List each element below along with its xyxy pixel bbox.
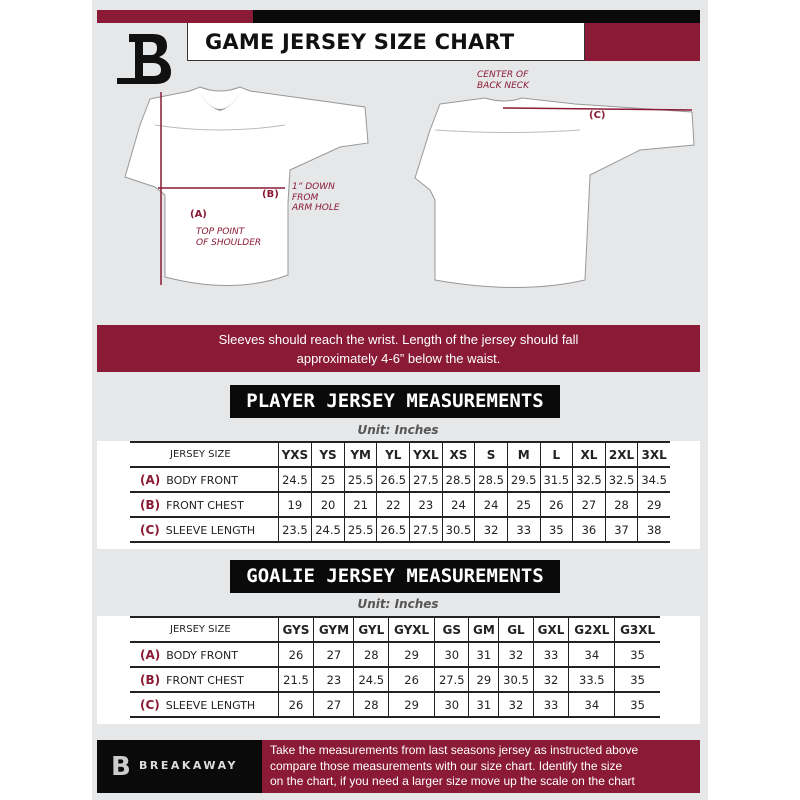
label-c: (C) bbox=[589, 110, 606, 121]
size-header: 2XL bbox=[605, 442, 638, 467]
page-title: GAME JERSEY SIZE CHART bbox=[205, 30, 515, 54]
table-cell: 32.5 bbox=[605, 467, 638, 492]
table-header-row bbox=[130, 442, 670, 467]
top-black-bar bbox=[253, 10, 700, 23]
footer-logo: B bbox=[111, 752, 131, 782]
player-size-table bbox=[130, 441, 670, 543]
top-accent-bar bbox=[97, 10, 253, 23]
table-cell: 23 bbox=[410, 492, 443, 517]
breakaway-logo bbox=[115, 30, 175, 86]
size-header: 3XL bbox=[638, 442, 670, 467]
front-jersey-illustration bbox=[120, 85, 400, 300]
label-b: (B) bbox=[262, 189, 279, 200]
table-row bbox=[130, 492, 670, 517]
table-cell: 27 bbox=[314, 642, 354, 667]
table-cell: 32 bbox=[499, 642, 533, 667]
table-row bbox=[130, 667, 660, 692]
label-c-description: CENTER OF BACK NECK bbox=[477, 70, 529, 91]
table-cell: 21.5 bbox=[278, 667, 314, 692]
table-cell: 21 bbox=[344, 492, 377, 517]
back-jersey-illustration bbox=[410, 90, 700, 300]
table-cell: 37 bbox=[605, 517, 638, 542]
table-cell: 25 bbox=[312, 467, 345, 492]
size-header: L bbox=[540, 442, 573, 467]
player-heading: PLAYER JERSEY MEASUREMENTS bbox=[230, 385, 560, 418]
table-cell: 25.5 bbox=[344, 517, 377, 542]
row-label: (C) SLEEVE LENGTH bbox=[130, 517, 278, 542]
table-cell: 33 bbox=[533, 692, 569, 717]
table-header-row bbox=[130, 617, 660, 642]
goalie-heading: GOALIE JERSEY MEASUREMENTS bbox=[230, 560, 560, 593]
table-cell: 28 bbox=[354, 642, 389, 667]
table-cell: 30.5 bbox=[499, 667, 533, 692]
size-header: GYXL bbox=[389, 617, 435, 642]
table-cell: 28.5 bbox=[442, 467, 475, 492]
table-cell: 33 bbox=[507, 517, 540, 542]
table-cell: 26.5 bbox=[377, 517, 410, 542]
table-row bbox=[130, 642, 660, 667]
size-label: JERSEY SIZE bbox=[130, 442, 278, 467]
row-label: (C) SLEEVE LENGTH bbox=[130, 692, 278, 717]
goalie-size-table bbox=[130, 616, 660, 718]
goalie-unit: Unit: Inches bbox=[357, 597, 439, 611]
size-header: YXL bbox=[410, 442, 443, 467]
table-cell: 27 bbox=[314, 692, 354, 717]
size-header: S bbox=[475, 442, 508, 467]
table-cell: 19 bbox=[278, 492, 312, 517]
size-header: XL bbox=[573, 442, 606, 467]
player-unit: Unit: Inches bbox=[357, 423, 439, 437]
table-cell: 26 bbox=[389, 667, 435, 692]
row-label: (A) BODY FRONT bbox=[130, 467, 278, 492]
size-header: GYL bbox=[354, 617, 389, 642]
table-cell: 35 bbox=[540, 517, 573, 542]
table-cell: 22 bbox=[377, 492, 410, 517]
table-cell: 20 bbox=[312, 492, 345, 517]
footer-instructions: Take the measurements from last seasons jersey as instructed above compare those measurements with our size chart. Identify the size on the chart, if you need a larger size move up the scale on the chart bbox=[262, 740, 700, 793]
table-cell: 23 bbox=[314, 667, 354, 692]
table-cell: 35 bbox=[615, 692, 660, 717]
table-cell: 38 bbox=[638, 517, 670, 542]
size-header: YL bbox=[377, 442, 410, 467]
table-cell: 31.5 bbox=[540, 467, 573, 492]
brand-name: BREAKAWAY bbox=[139, 759, 238, 772]
table-cell: 27.5 bbox=[410, 467, 443, 492]
table-cell: 32 bbox=[475, 517, 508, 542]
title-box bbox=[187, 23, 585, 61]
size-header: GYS bbox=[278, 617, 314, 642]
size-label: JERSEY SIZE bbox=[130, 617, 278, 642]
table-cell: 27 bbox=[573, 492, 606, 517]
table-cell: 24.5 bbox=[278, 467, 312, 492]
table-cell: 30 bbox=[435, 692, 469, 717]
fit-instructions-banner: Sleeves should reach the wrist. Length of the jersey should fall approximately 4-6” below the waist. bbox=[97, 325, 700, 372]
table-cell: 28.5 bbox=[475, 467, 508, 492]
table-cell: 36 bbox=[573, 517, 606, 542]
row-label: (B) FRONT CHEST bbox=[130, 667, 278, 692]
table-cell: 32 bbox=[499, 692, 533, 717]
size-header: XS bbox=[442, 442, 475, 467]
table-cell: 34 bbox=[569, 692, 615, 717]
table-cell: 26 bbox=[278, 692, 314, 717]
footer-brand bbox=[97, 740, 262, 793]
table-cell: 25.5 bbox=[344, 467, 377, 492]
size-header: YS bbox=[312, 442, 345, 467]
table-cell: 26 bbox=[278, 642, 314, 667]
table-cell: 31 bbox=[469, 642, 499, 667]
table-cell: 25 bbox=[507, 492, 540, 517]
size-header: G2XL bbox=[569, 617, 615, 642]
table-cell: 33.5 bbox=[569, 667, 615, 692]
table-cell: 29.5 bbox=[507, 467, 540, 492]
table-cell: 23.5 bbox=[278, 517, 312, 542]
table-cell: 29 bbox=[389, 692, 435, 717]
table-cell: 24 bbox=[442, 492, 475, 517]
table-cell: 28 bbox=[605, 492, 638, 517]
size-header: M bbox=[507, 442, 540, 467]
table-cell: 27.5 bbox=[435, 667, 469, 692]
table-cell: 34 bbox=[569, 642, 615, 667]
table-cell: 35 bbox=[615, 642, 660, 667]
table-cell: 30 bbox=[435, 642, 469, 667]
table-cell: 24.5 bbox=[354, 667, 389, 692]
table-cell: 34.5 bbox=[638, 467, 670, 492]
table-cell: 35 bbox=[615, 667, 660, 692]
table-cell: 32 bbox=[533, 667, 569, 692]
table-cell: 29 bbox=[389, 642, 435, 667]
size-header: GXL bbox=[533, 617, 569, 642]
table-cell: 31 bbox=[469, 692, 499, 717]
row-label: (A) BODY FRONT bbox=[130, 642, 278, 667]
label-a: (A) bbox=[190, 209, 207, 220]
size-header: G3XL bbox=[615, 617, 660, 642]
table-cell: 30.5 bbox=[442, 517, 475, 542]
size-header: GL bbox=[499, 617, 533, 642]
table-row bbox=[130, 692, 660, 717]
table-cell: 28 bbox=[354, 692, 389, 717]
table-cell: 29 bbox=[469, 667, 499, 692]
table-row bbox=[130, 467, 670, 492]
table-cell: 26.5 bbox=[377, 467, 410, 492]
size-header: GS bbox=[435, 617, 469, 642]
size-header: YM bbox=[344, 442, 377, 467]
title-accent-block bbox=[585, 23, 700, 61]
table-row bbox=[130, 517, 670, 542]
table-cell: 32.5 bbox=[573, 467, 606, 492]
table-cell: 33 bbox=[533, 642, 569, 667]
table-cell: 26 bbox=[540, 492, 573, 517]
label-b-description: 1” DOWN FROM ARM HOLE bbox=[292, 182, 340, 213]
size-header: GYM bbox=[314, 617, 354, 642]
size-header: YXS bbox=[278, 442, 312, 467]
row-label: (B) FRONT CHEST bbox=[130, 492, 278, 517]
size-header: GM bbox=[469, 617, 499, 642]
table-cell: 24 bbox=[475, 492, 508, 517]
table-cell: 29 bbox=[638, 492, 670, 517]
table-cell: 27.5 bbox=[410, 517, 443, 542]
label-a-description: TOP POINT OF SHOULDER bbox=[196, 227, 262, 248]
table-cell: 24.5 bbox=[312, 517, 345, 542]
